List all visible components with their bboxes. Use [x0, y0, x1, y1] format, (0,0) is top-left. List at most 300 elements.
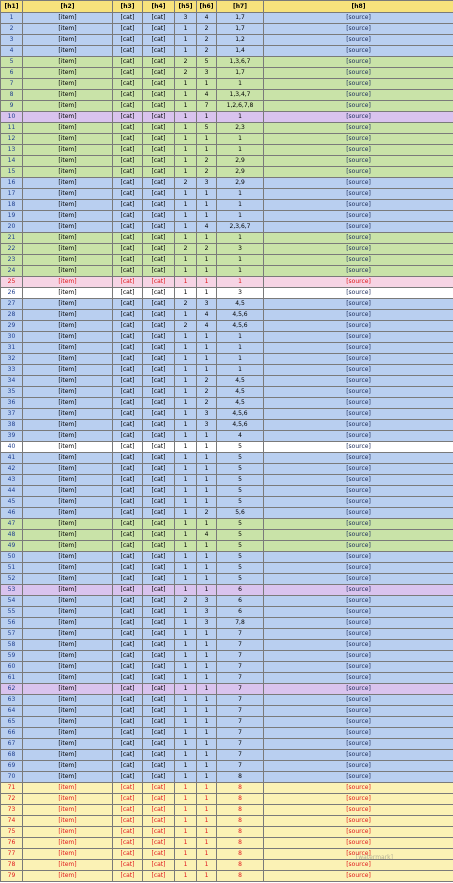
table-cell: 6 — [217, 607, 264, 618]
table-cell: 1 — [175, 629, 197, 640]
table-cell: 1 — [197, 761, 217, 772]
table-cell: 1 — [175, 695, 197, 706]
table-cell: 1 — [175, 497, 197, 508]
table-cell: [cat] — [113, 442, 143, 453]
table-cell: 20 — [1, 222, 23, 233]
table-cell: [cat] — [143, 783, 175, 794]
table-cell: 1 — [175, 673, 197, 684]
table-cell: [cat] — [143, 805, 175, 816]
table-cell: 2 — [175, 596, 197, 607]
table-cell: 3 — [217, 244, 264, 255]
table-cell: [item] — [23, 167, 113, 178]
table-cell: 1 — [217, 266, 264, 277]
table-cell: [cat] — [113, 563, 143, 574]
table-cell: [cat] — [113, 376, 143, 387]
table-cell: 1 — [197, 453, 217, 464]
table-cell: [cat] — [113, 816, 143, 827]
table-cell: [cat] — [143, 849, 175, 860]
table-cell: 1 — [175, 662, 197, 673]
table-cell: 1 — [175, 332, 197, 343]
table-cell: 1 — [175, 431, 197, 442]
table-cell: [cat] — [143, 497, 175, 508]
table-row — [1, 706, 453, 717]
table-cell: 1 — [197, 145, 217, 156]
table-cell: [cat] — [113, 596, 143, 607]
table-cell: 4 — [1, 46, 23, 57]
table-cell: [item] — [23, 200, 113, 211]
table-cell: [item] — [23, 772, 113, 783]
table-cell: 1,2 — [217, 35, 264, 46]
table-cell: [item] — [23, 321, 113, 332]
table-cell: [source] — [264, 123, 453, 134]
table-cell: 5 — [1, 57, 23, 68]
table-cell: 4,5,6 — [217, 420, 264, 431]
table-cell: [cat] — [143, 596, 175, 607]
table-cell: 7 — [1, 79, 23, 90]
table-cell: [cat] — [113, 552, 143, 563]
table-cell: [item] — [23, 398, 113, 409]
table-row — [1, 57, 453, 68]
table-cell: [item] — [23, 57, 113, 68]
table-cell: [item] — [23, 585, 113, 596]
table-cell: [source] — [264, 13, 453, 24]
table-cell: 2 — [175, 68, 197, 79]
table-cell: [cat] — [143, 728, 175, 739]
table-cell: 14 — [1, 156, 23, 167]
table-cell: [source] — [264, 574, 453, 585]
table-cell: 42 — [1, 464, 23, 475]
table-row — [1, 178, 453, 189]
table-cell: [source] — [264, 761, 453, 772]
table-cell: [cat] — [113, 354, 143, 365]
table-cell: [source] — [264, 563, 453, 574]
table-cell: 1 — [175, 805, 197, 816]
table-cell: [cat] — [113, 255, 143, 266]
table-cell: [cat] — [113, 134, 143, 145]
table-cell: 54 — [1, 596, 23, 607]
table-cell: 1 — [197, 651, 217, 662]
table-cell: 1 — [197, 838, 217, 849]
table-cell: 62 — [1, 684, 23, 695]
table-cell: [item] — [23, 497, 113, 508]
table-cell: [source] — [264, 354, 453, 365]
table-cell: [cat] — [113, 519, 143, 530]
table-cell: 5 — [217, 486, 264, 497]
table-cell: 1 — [1, 13, 23, 24]
table-row — [1, 805, 453, 816]
table-cell: [item] — [23, 728, 113, 739]
table-cell: [cat] — [143, 101, 175, 112]
table-cell: 1 — [175, 365, 197, 376]
table-cell: 1 — [175, 222, 197, 233]
table-row — [1, 24, 453, 35]
table-cell: 1 — [197, 431, 217, 442]
table-cell: 6 — [1, 68, 23, 79]
table-cell: [cat] — [113, 277, 143, 288]
table-row — [1, 651, 453, 662]
table-cell: 1 — [197, 860, 217, 871]
table-cell: 73 — [1, 805, 23, 816]
table-cell: 7 — [217, 761, 264, 772]
table-cell: 1,3,6,7 — [217, 57, 264, 68]
table-cell: 78 — [1, 860, 23, 871]
table-cell: [source] — [264, 167, 453, 178]
table-cell: [cat] — [143, 365, 175, 376]
table-cell: 1 — [197, 717, 217, 728]
table-cell: 8 — [217, 783, 264, 794]
table-cell: 25 — [1, 277, 23, 288]
table-cell: 53 — [1, 585, 23, 596]
table-cell: [source] — [264, 585, 453, 596]
header-cell: [h2] — [23, 1, 113, 13]
table-cell: [cat] — [143, 288, 175, 299]
table-cell: 46 — [1, 508, 23, 519]
table-cell: [item] — [23, 365, 113, 376]
table-cell: 63 — [1, 695, 23, 706]
watermark: [watermark] — [355, 854, 393, 861]
table-cell: 7 — [217, 717, 264, 728]
table-cell: [item] — [23, 387, 113, 398]
table-cell: 1,7 — [217, 13, 264, 24]
table-cell: 1 — [217, 277, 264, 288]
table-cell: 4 — [197, 321, 217, 332]
table-cell: 1 — [197, 563, 217, 574]
table-cell: 1 — [197, 662, 217, 673]
table-row — [1, 607, 453, 618]
table-cell: 65 — [1, 717, 23, 728]
table-cell: [cat] — [113, 618, 143, 629]
table-cell: [cat] — [113, 299, 143, 310]
table-cell: [cat] — [113, 68, 143, 79]
table-cell: 21 — [1, 233, 23, 244]
table-cell: [cat] — [113, 288, 143, 299]
table-cell: 16 — [1, 178, 23, 189]
table-cell: [item] — [23, 420, 113, 431]
table-cell: 1 — [197, 695, 217, 706]
table-cell: [cat] — [113, 310, 143, 321]
table-cell: [source] — [264, 310, 453, 321]
table-row — [1, 860, 453, 871]
table-cell: 1 — [197, 805, 217, 816]
table-cell: 1 — [175, 35, 197, 46]
table-cell: [item] — [23, 464, 113, 475]
table-cell: [item] — [23, 244, 113, 255]
table-row — [1, 640, 453, 651]
table-cell: 49 — [1, 541, 23, 552]
table-row — [1, 46, 453, 57]
table-cell: 1 — [175, 750, 197, 761]
table-cell: [source] — [264, 35, 453, 46]
table-cell: [item] — [23, 35, 113, 46]
table-cell: 1 — [175, 717, 197, 728]
table-cell: [item] — [23, 717, 113, 728]
table-cell: 32 — [1, 354, 23, 365]
table-cell: 1 — [217, 200, 264, 211]
table-cell: [cat] — [113, 717, 143, 728]
table-cell: 4,5,6 — [217, 321, 264, 332]
table-cell: 4,5,6 — [217, 409, 264, 420]
table-cell: [source] — [264, 728, 453, 739]
table-cell: 9 — [1, 101, 23, 112]
table-cell: [source] — [264, 365, 453, 376]
table-cell: 71 — [1, 783, 23, 794]
table-cell: [cat] — [113, 189, 143, 200]
table-cell: 1 — [197, 288, 217, 299]
table-cell: 4,5,6 — [217, 310, 264, 321]
table-cell: [source] — [264, 739, 453, 750]
table-cell: [cat] — [143, 189, 175, 200]
table-cell: [cat] — [113, 530, 143, 541]
table-cell: [cat] — [113, 838, 143, 849]
table-cell: 1 — [175, 464, 197, 475]
table-cell: [cat] — [143, 321, 175, 332]
table-cell: 2 — [197, 508, 217, 519]
table-cell: 1 — [175, 838, 197, 849]
table-cell: [source] — [264, 156, 453, 167]
table-cell: [source] — [264, 871, 453, 882]
table-cell: [cat] — [113, 387, 143, 398]
table-cell: 40 — [1, 442, 23, 453]
table-row — [1, 673, 453, 684]
table-cell: 5 — [217, 530, 264, 541]
table-cell: 8 — [217, 860, 264, 871]
table-cell: 1 — [197, 750, 217, 761]
table-cell: 1 — [175, 871, 197, 882]
table-row — [1, 365, 453, 376]
table-cell: 1 — [175, 640, 197, 651]
table-cell: [source] — [264, 409, 453, 420]
table-cell: [source] — [264, 90, 453, 101]
table-cell: [cat] — [113, 145, 143, 156]
table-cell: 15 — [1, 167, 23, 178]
table-cell: 59 — [1, 651, 23, 662]
table-cell: 4 — [197, 310, 217, 321]
table-row — [1, 442, 453, 453]
table-cell: 1 — [175, 167, 197, 178]
table-cell: [source] — [264, 244, 453, 255]
table-cell: [cat] — [143, 57, 175, 68]
table-cell: [cat] — [113, 431, 143, 442]
table-row — [1, 145, 453, 156]
table-cell: 70 — [1, 772, 23, 783]
table-row — [1, 233, 453, 244]
table-cell: [cat] — [113, 233, 143, 244]
table-cell: [source] — [264, 101, 453, 112]
table-cell: [cat] — [143, 332, 175, 343]
table-row — [1, 761, 453, 772]
table-row — [1, 134, 453, 145]
table-row — [1, 497, 453, 508]
table-row — [1, 398, 453, 409]
table-cell: 1 — [175, 277, 197, 288]
table-cell: [source] — [264, 475, 453, 486]
table-cell: 1 — [175, 24, 197, 35]
table-cell: 75 — [1, 827, 23, 838]
table-cell: 30 — [1, 332, 23, 343]
table-cell: 1 — [197, 706, 217, 717]
table-cell: 5 — [217, 497, 264, 508]
table-cell: [source] — [264, 497, 453, 508]
table-cell: 1 — [197, 266, 217, 277]
table-cell: [source] — [264, 266, 453, 277]
table-cell: 5 — [197, 123, 217, 134]
table-cell: 37 — [1, 409, 23, 420]
table-cell: 79 — [1, 871, 23, 882]
table-cell: [cat] — [113, 420, 143, 431]
table-cell: [source] — [264, 783, 453, 794]
table-cell: 1 — [175, 398, 197, 409]
table-cell: [cat] — [143, 475, 175, 486]
table-cell: [item] — [23, 871, 113, 882]
table-cell: 1 — [175, 508, 197, 519]
table-cell: [item] — [23, 563, 113, 574]
table-cell: 36 — [1, 398, 23, 409]
table-cell: 1 — [175, 211, 197, 222]
table-cell: [source] — [264, 673, 453, 684]
table-cell: 51 — [1, 563, 23, 574]
table-cell: 60 — [1, 662, 23, 673]
table-cell: [cat] — [143, 673, 175, 684]
table-cell: 1 — [175, 255, 197, 266]
table-cell: [cat] — [143, 827, 175, 838]
table-cell: [cat] — [113, 860, 143, 871]
table-cell: [cat] — [143, 398, 175, 409]
table-cell: 1 — [175, 728, 197, 739]
table-cell: [source] — [264, 838, 453, 849]
table-cell: 1 — [197, 255, 217, 266]
table-cell: [cat] — [113, 750, 143, 761]
table-cell: 2,3,6,7 — [217, 222, 264, 233]
table-cell: [cat] — [113, 794, 143, 805]
table-cell: [source] — [264, 200, 453, 211]
table-row — [1, 420, 453, 431]
table-cell: 5,6 — [217, 508, 264, 519]
table-cell: [source] — [264, 255, 453, 266]
table-cell: [item] — [23, 805, 113, 816]
table-cell: [source] — [264, 607, 453, 618]
table-cell: 8 — [217, 772, 264, 783]
table-row — [1, 464, 453, 475]
table-cell: 33 — [1, 365, 23, 376]
table-row — [1, 453, 453, 464]
table-cell: [source] — [264, 178, 453, 189]
table-cell: 1 — [197, 211, 217, 222]
table-cell: [item] — [23, 178, 113, 189]
table-cell: 2 — [197, 167, 217, 178]
table-cell: [cat] — [113, 695, 143, 706]
table-cell: [cat] — [113, 728, 143, 739]
table-cell: [source] — [264, 805, 453, 816]
table-cell: [source] — [264, 552, 453, 563]
table-cell: [cat] — [143, 618, 175, 629]
table-cell: 26 — [1, 288, 23, 299]
table-cell: 1 — [197, 794, 217, 805]
table-cell: [cat] — [113, 486, 143, 497]
table-cell: 8 — [217, 871, 264, 882]
table-cell: [source] — [264, 398, 453, 409]
table-cell: [item] — [23, 233, 113, 244]
table-row — [1, 255, 453, 266]
table-cell: [cat] — [143, 684, 175, 695]
table-cell: [cat] — [143, 343, 175, 354]
table-cell: 1 — [197, 343, 217, 354]
table-cell: 5 — [217, 475, 264, 486]
table-row — [1, 475, 453, 486]
table-row — [1, 684, 453, 695]
table-cell: 2,9 — [217, 156, 264, 167]
table-cell: [cat] — [113, 101, 143, 112]
table-cell: [source] — [264, 629, 453, 640]
table-cell: 1 — [175, 123, 197, 134]
table-cell: [cat] — [113, 200, 143, 211]
table-cell: 1 — [217, 343, 264, 354]
table-row — [1, 541, 453, 552]
table-cell: [cat] — [143, 464, 175, 475]
table-cell: [cat] — [143, 178, 175, 189]
table-row — [1, 552, 453, 563]
table-cell: 8 — [217, 849, 264, 860]
table-cell: [cat] — [113, 739, 143, 750]
table-row — [1, 739, 453, 750]
table-cell: 7 — [217, 728, 264, 739]
table-cell: 66 — [1, 728, 23, 739]
table-cell: 8 — [1, 90, 23, 101]
table-cell: [source] — [264, 640, 453, 651]
table-cell: 1 — [175, 343, 197, 354]
table-cell: 72 — [1, 794, 23, 805]
table-cell: [source] — [264, 651, 453, 662]
table-cell: [source] — [264, 519, 453, 530]
table-row — [1, 695, 453, 706]
table-cell: 2 — [197, 398, 217, 409]
table-cell: [source] — [264, 189, 453, 200]
table-cell: [cat] — [113, 409, 143, 420]
table-row — [1, 211, 453, 222]
table-cell: [item] — [23, 530, 113, 541]
table-cell: [item] — [23, 266, 113, 277]
table-cell: 1 — [175, 156, 197, 167]
table-cell: [cat] — [113, 673, 143, 684]
table-cell: [cat] — [113, 79, 143, 90]
table-cell: 64 — [1, 706, 23, 717]
table-cell: 1 — [175, 563, 197, 574]
table-cell: 1 — [197, 816, 217, 827]
table-row — [1, 156, 453, 167]
table-cell: [item] — [23, 761, 113, 772]
table-cell: [item] — [23, 13, 113, 24]
table-cell: 1 — [217, 332, 264, 343]
table-row — [1, 618, 453, 629]
table-cell: 2,9 — [217, 178, 264, 189]
table-cell: [item] — [23, 519, 113, 530]
table-cell: [item] — [23, 486, 113, 497]
table-cell: 1 — [175, 101, 197, 112]
table-cell: 1,7 — [217, 68, 264, 79]
table-row — [1, 508, 453, 519]
table-cell: 7 — [217, 695, 264, 706]
table-cell: [item] — [23, 596, 113, 607]
table-cell: 1 — [197, 442, 217, 453]
table-cell: 1 — [197, 574, 217, 585]
table-cell: [source] — [264, 442, 453, 453]
table-cell: 7 — [217, 629, 264, 640]
table-cell: 5 — [217, 464, 264, 475]
table-row — [1, 563, 453, 574]
table-row — [1, 728, 453, 739]
table-cell: 3 — [197, 596, 217, 607]
table-cell: 5 — [217, 519, 264, 530]
table-cell: [source] — [264, 321, 453, 332]
